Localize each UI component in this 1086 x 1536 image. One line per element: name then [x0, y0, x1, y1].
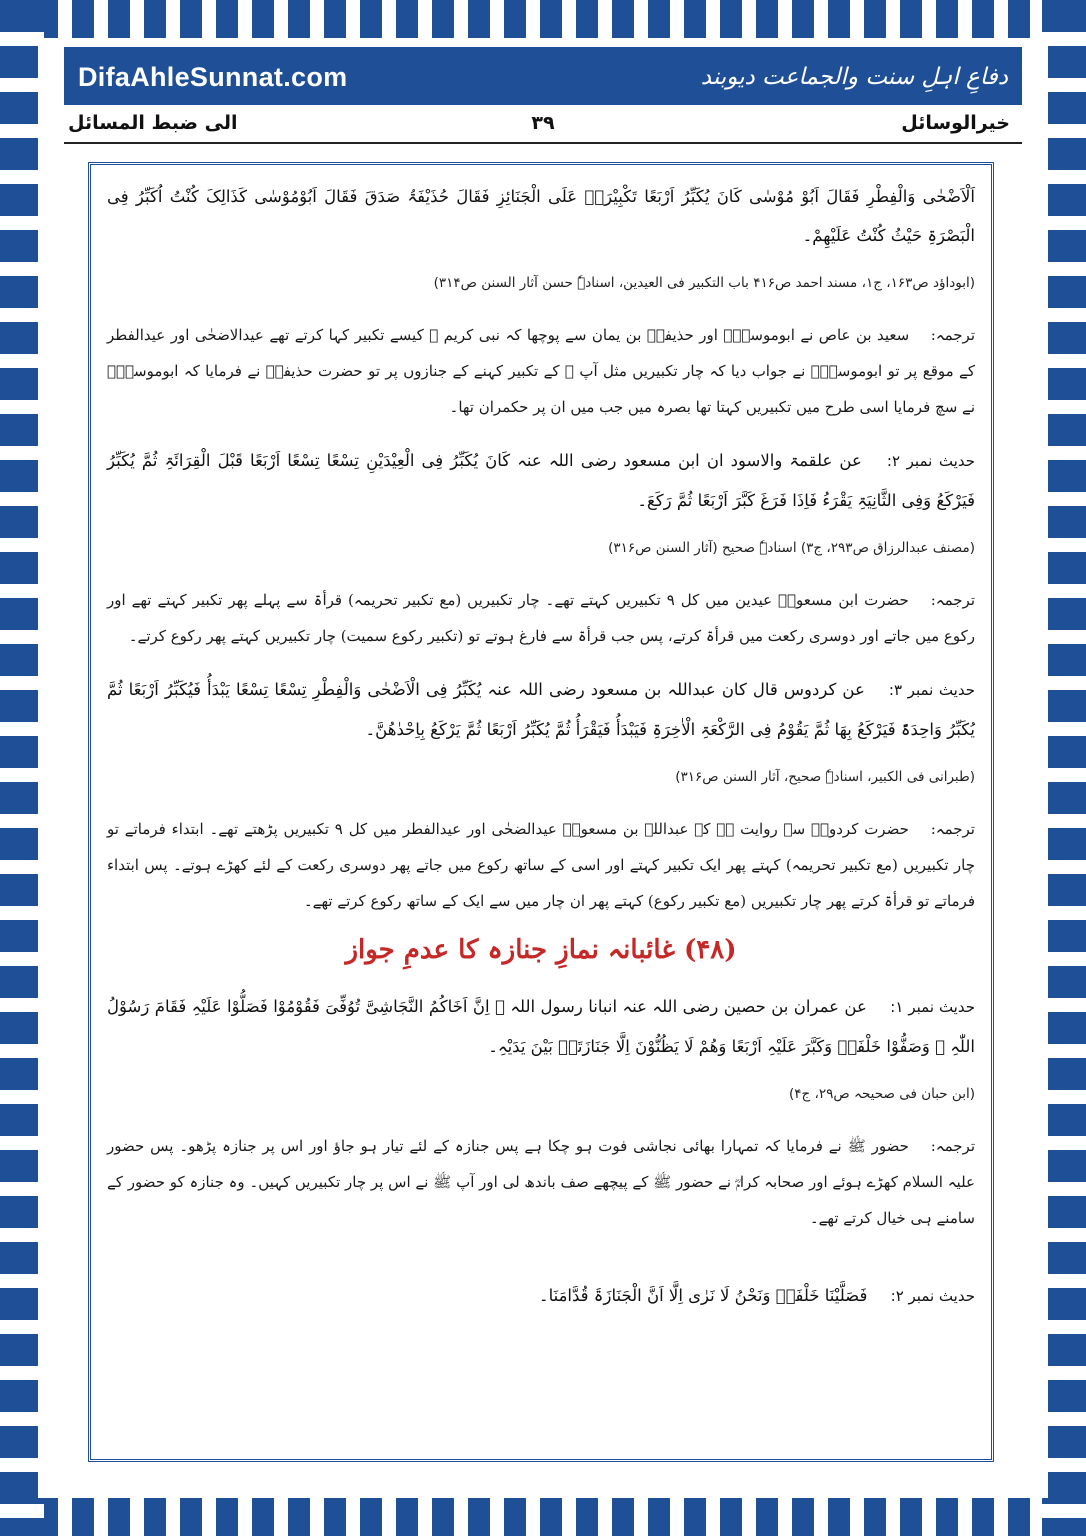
arabic-body: عن کردوس قال کان عبداللہ بن مسعود رضی اللہ عنہ یُکَبِّرُ فِی الْاَضْحٰی وَالْفِطْرِ تِسْعًا تِسْعًا یَبْدَأُ فَیُکَبِّرُ اَرْبَعًا ثُمَّ یُکَبِّرُ وَاحِدَۃً فَیَرْکَعُ بِھَا ثُمَّ یَقُوْمُ فِی الرَّکْعَۃِ الْاٰخِرَۃِ فَیَبْدَأُ فَیَقْرَأُ ثُمَّ یُکَبِّرُ اَرْبَعًا ثُمَّ یَرْکَعُ بِاِحْدٰھُنَّ۔: [107, 680, 975, 739]
urdu-translation: [107, 1128, 975, 1236]
translation-body: حضرت ابن مسعودؓ عیدین میں کل ۹ تکبیریں کہتے تھے۔ چار تکبیریں (مع تکبیر تحریمہ) قرأۃ سے پہلے پھر تکبیر کہتے تھے اور رکوع میں جاتے اور دوسری رکعت میں قرأۃ کرتے، پس جب قرأۃ سے فارغ ہوتے تو (تکبیر رکوع سمیت) چار تکبیریں کہتے پھر رکوع کرتے۔: [107, 591, 975, 645]
translation-body: حضور ﷺ نے فرمایا کہ تمہارا بھائی نجاشی فوت ہو چکا ہے پس جنازہ کے لئے تیار ہو جاؤ اور اس پر جنازہ پڑھو۔ پس حضور علیہ السلام کھڑے ہوئے اور صحابہ کرامؓ نے حضور ﷺ کے پیچھے صف باندھ لی اور آپ ﷺ نے اس پر چار تکبیریں کہیں۔ وہ جنازہ کو حضور کے سامنے ہی خیال کرتے تھے۔: [107, 1137, 975, 1227]
site-name: DifaAhleSunnat.com: [78, 62, 348, 92]
page-number: ۳۹: [531, 112, 555, 134]
translation-label: ترجمہ:: [930, 326, 975, 344]
text-box: [88, 162, 994, 1462]
hadith-label: حدیث نمبر ۱:: [890, 998, 975, 1016]
hadith-label: حدیث نمبر ۲:: [890, 1287, 975, 1305]
urdu-translation: [107, 811, 975, 919]
source-reference: (طبرانی فی الکبیر، اسنادہٗ صحیح، آثار السنن ص۳۱۶): [675, 769, 975, 785]
arabic-body: عن عمران بن حصین رضی اللہ عنہ انبانا رسول اللہ ﷺ اِنَّ اَخَاکُمُ النَّجَاشِیَّ تُوُفِّیَ فَقُوْمُوْا فَصَلُّوْا عَلَیْہِ فَقَامَ رَسُوْلُ اللّٰہِ ﷺ وَصَفُّوْا خَلْفَہٗ وَکَبَّرَ عَلَیْہِ اَرْبَعًا وَھُمْ لَا یَظُنُّوْنَ اِلَّا جَنَازَتَہٗ بَیْنَ یَدَیْہِ۔: [107, 997, 975, 1056]
arabic-body: فَصَلَّیْنَا خَلْفَہٗ وَنَحْنُ لَا نَرٰی اِلَّا اَنَّ الْجَنَازَۃَ قُدَّامَنَا۔: [538, 1286, 868, 1305]
translation-label: ترجمہ:: [930, 820, 975, 838]
translation-body: حضرت کردوسؒ سے روایت ہے کہ عبداللہ بن مسعودؓ عیدالضحٰی اور عیدالفطر میں کل ۹ تکبیریں پڑھتے تھے۔ ابتداء فرماتے تو چار تکبیریں (مع تکبیر تحریمہ) کہتے پھر ایک تکبیر کہتے اور اسی کے ساتھ رکوع میں جاتے پھر دوسری رکعت کے لئے کھڑے ہوتے۔ پس ابتداء فرماتے تو قرأۃ کرتے پھر چار تکبیریں (مع تکبیر رکوع) کہتے پھر ان چار میں سے ایک کے ساتھ رکوع کرتے تھے۔: [107, 820, 975, 910]
arabic-text: [107, 177, 975, 255]
source-reference: (ابوداؤد ص۱۶۳، ج۱، مسند احمد ص۴۱۶ باب التکبیر فی العیدین، اسنادہٗ حسن آثار السنن ص۳۱۴): [433, 275, 975, 291]
hadith-3: [107, 670, 975, 749]
arabic-body: اَلْاَضْحٰی وَالْفِطْرِ فَقَالَ اَبُوْ مُوْسٰی کَانَ یُکَبِّرُ اَرْبَعًا تَکْبِیْرَہٗ عَلَی الْجَنَائِزِ فَقَالَ حُذَیْفَۃُ صَدَقَ فَقَالَ اَبُوْمُوْسٰی کَذَالِکَ کُنْتُ اُکَبِّرُ فِی الْبَصْرَۃِ حَیْثُ کُنْتُ عَلَیْھِمْ۔: [107, 187, 975, 245]
urdu-translation: [107, 317, 975, 425]
book-subheader: [64, 108, 1022, 144]
book-title: خیرالوسائل: [901, 112, 1010, 134]
decorative-frame-right: [1042, 0, 1086, 1536]
section-heading: (۴۸) غائبانہ نمازِ جنازہ کا عدمِ جواز: [345, 935, 737, 965]
hadith-label: حدیث نمبر ۳:: [888, 681, 975, 699]
source-reference: (ابن حبان فی صحیحہ ص۲۹، ج۴): [788, 1086, 975, 1102]
arabic-body: عن علقمۃ والاسود ان ابن مسعود رضی اللہ عنہ کَانَ یُکَبِّرُ فِی الْعِیْدَیْنِ تِسْعًا تِسْعًا اَرْبَعًا قَبْلَ الْقِرَائَۃِ ثُمَّ یُکَبِّرُ فَیَرْکَعُ وَفِی الثَّانِیَۃِ یَقْرَءُ فَاِذَا فَرَغَ کَبَّرَ اَرْبَعًا ثُمَّ رَکَعَ۔: [107, 451, 975, 510]
translation-body: سعید بن عاص نے ابوموسیٰؓ اور حذیفہؓ بن یمان سے پوچھا کہ نبی کریم ﷺ کیسے تکبیر کہا کرتے تھے عیدالاضحٰی اور عیدالفطر کے موقع پر تو ابوموسیٰؓ نے جواب دیا کہ چار تکبیریں مثل آپ ﷺ کے تکبیر کہنے کے جنازوں پر تو حضرت حذیفہؓ نے فرمایا کہ ابوموسیٰؓ نے سچ فرمایا اسی طرح میں تکبیریں کہتا تھا بصرہ میں جب میں ان پر حکمران تھا۔: [107, 326, 975, 416]
hadith-label: حدیث نمبر ۲:: [886, 452, 975, 470]
brand-name: دفاعِ اہلِ سنت والجماعت دیوبند: [700, 64, 1008, 90]
urdu-translation: [107, 582, 975, 654]
hadith-2: [107, 441, 975, 520]
source-reference: (مصنف عبدالرزاق ص۲۹۳، ج۳) اسنادہٗ صحیح (آثار السنن ص۳۱۶): [608, 540, 975, 556]
translation-label: ترجمہ:: [930, 591, 975, 609]
hadith-1: [107, 987, 975, 1066]
hadith-2-janaza: [107, 1276, 975, 1316]
book-subtitle: الی ضبط المسائل: [68, 112, 238, 134]
translation-label: ترجمہ:: [930, 1137, 975, 1155]
